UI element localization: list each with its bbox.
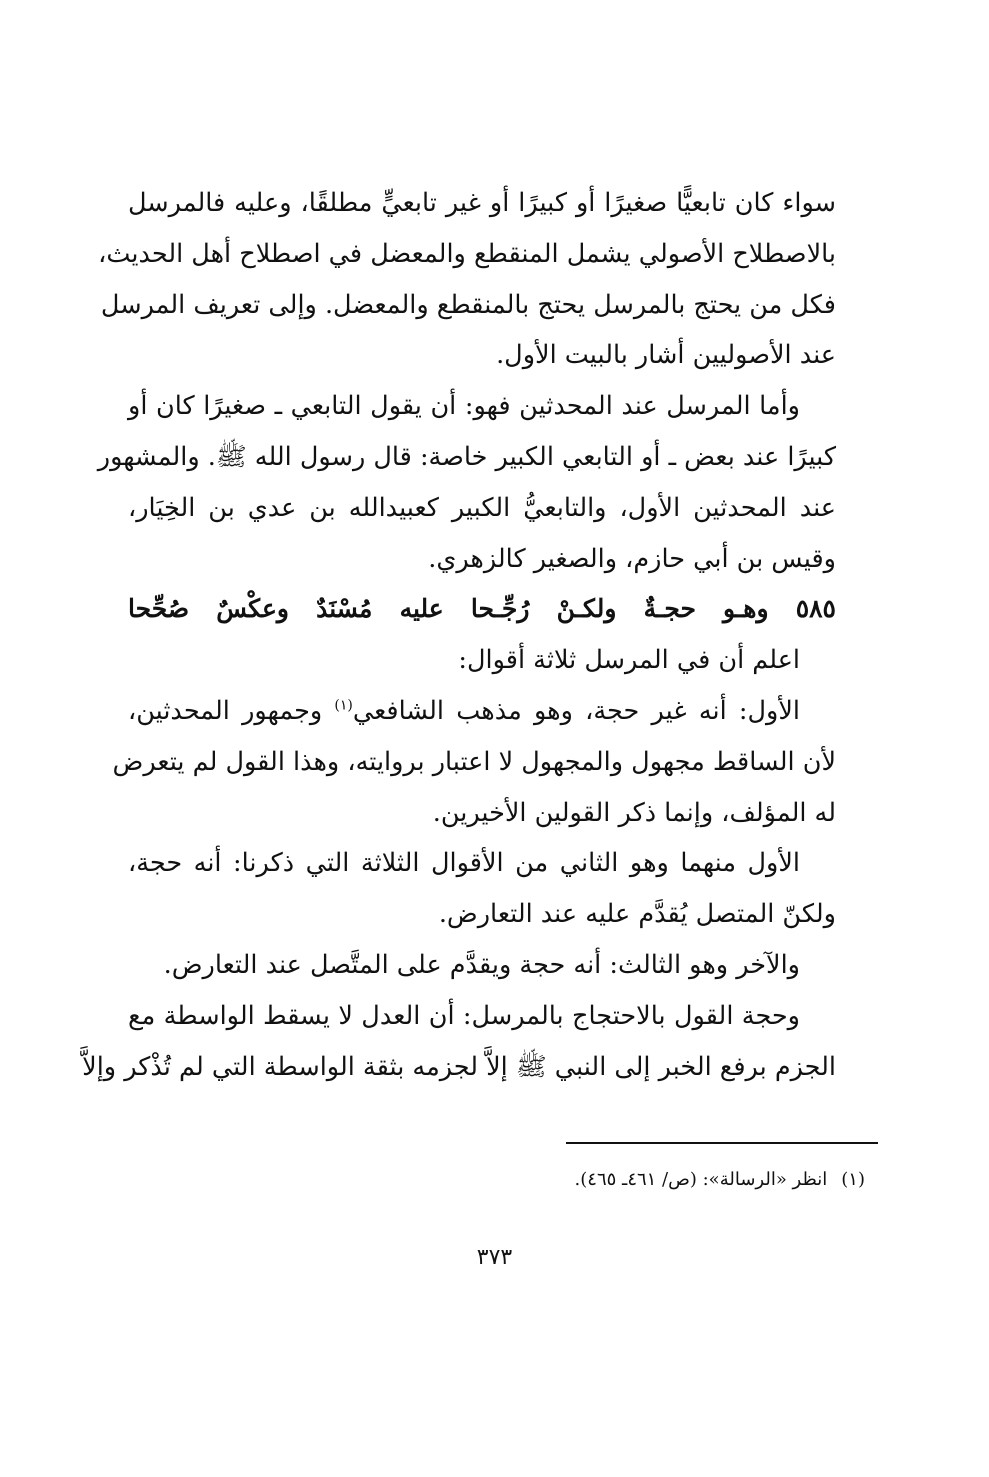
text-line: كبيرًا عند بعض ـ أو التابعي الكبير خاصة: قال رسول الله ﷺ. والمشهور — [97, 441, 836, 472]
footnote-text: انظر «الرسالة»: (ص/ ٤٦١ـ ٤٦٥). — [574, 1169, 828, 1190]
text-line: وأما المرسل عند المحدثين فهو: أن يقول التابعي ـ صغيرًا كان أو — [128, 391, 800, 422]
main-text — [82, 178, 836, 1092]
text-line: الجزم برفع الخبر إلى النبي ﷺ إلاَّ لجزمه بثقة الواسطة التي لم تُذْكر وإلاَّ — [82, 1051, 836, 1082]
text-line: لأن الساقط مجهول والمجهول لا اعتبار بروايته، وهذا القول لم يتعرض — [112, 746, 836, 777]
text-segment: الأول: أنه غير حجة، وهو مذهب الشافعي — [352, 695, 800, 726]
text-line: ولكنّ المتصل يُقدَّم عليه عند التعارض. — [438, 899, 836, 930]
text-line: والآخر وهو الثالث: أنه حجة ويقدَّم على المتَّصل عند التعارض. — [163, 949, 800, 980]
text-line: اعلم أن في المرسل ثلاثة أقوال: — [458, 645, 800, 676]
text-line: سواء كان تابعيًّا صغيرًا أو كبيرًا أو غير تابعيٍّ مطلقًا، وعليه فالمرسل — [128, 188, 836, 218]
footnote-reference[interactable]: (١) — [334, 697, 353, 714]
text-line: عند المحدثين الأول، والتابعيُّ الكبير كعبيدالله بن عدي بن الخِيَار، — [128, 492, 836, 523]
text-line: بالاصطلاح الأصولي يشمل المنقطع والمعضل في اصطلاح أهل الحديث، — [98, 238, 836, 269]
text-line: فكل من يحتج بالمرسل يحتج بالمنقطع والمعضل. وإلى تعريف المرسل — [100, 289, 836, 320]
text-line: عند الأصوليين أشار بالبيت الأول. — [496, 340, 836, 371]
text-line: وقيس بن أبي حازم، والصغير كالزهري. — [428, 543, 836, 574]
text-line: وحجة القول بالاحتجاج بالمرسل: أن العدل لا يسقط الواسطة مع — [128, 1000, 800, 1031]
text-line — [128, 686, 836, 737]
verse-line: ٥٨٥ وهـو حجـةٌ ولكـنْ رُجِّـحا عليه مُسْنَدٌ وعكْسٌ صُحِّحا — [128, 594, 836, 624]
page-number: ٣٧٣ — [476, 1245, 513, 1270]
footnote-divider — [566, 1142, 878, 1144]
text-line: الأول منهما وهو الثاني من الأقوال الثلاثة التي ذكرنا: أنه حجة، — [128, 848, 800, 879]
text-line: له المؤلف، وإنما ذكر القولين الأخيرين. — [432, 797, 836, 828]
footnote-number: (١) — [841, 1169, 865, 1190]
footnote — [575, 1167, 865, 1193]
text-segment: وجمهور المحدثين، — [128, 695, 335, 726]
